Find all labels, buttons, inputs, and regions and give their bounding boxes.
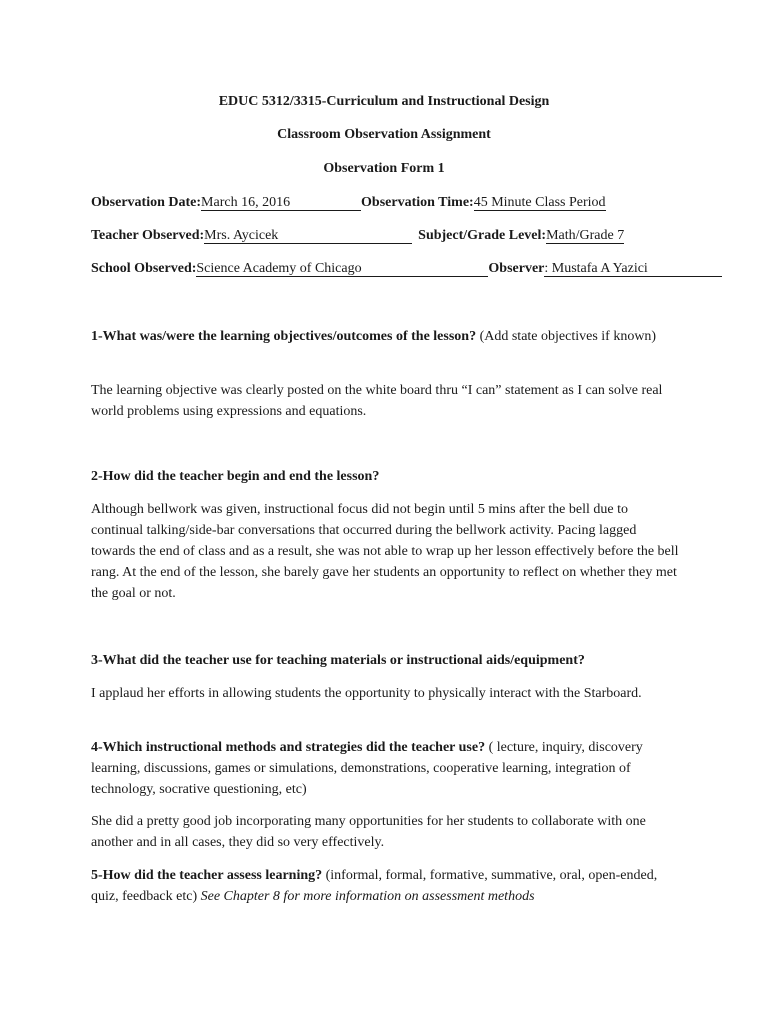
assignment-title: Classroom Observation Assignment (277, 127, 491, 142)
teacher-value: Mrs. Aycicek (204, 228, 412, 244)
question-5-reference: See Chapter 8 for more information on assessment methods (200, 889, 535, 904)
date-value: March 16, 2016 (201, 195, 361, 211)
date-time-row (91, 194, 606, 212)
answer-3: I applaud her efforts in allowing students the opportunity to physically interact with the Starboard. (91, 686, 642, 701)
question-5-hint: (informal, formal, formative, summative, oral, open-ended, quiz, feedback etc) (91, 868, 658, 904)
subject-label: Subject/Grade Level: (418, 228, 547, 243)
observer-label: Observer (488, 261, 545, 276)
time-label: Observation Time: (361, 195, 474, 210)
school-value: Science Academy of Chicago (196, 261, 488, 277)
question-1-text: 1-What was/were the learning objectives/outcomes of the lesson? (91, 329, 477, 344)
question-4 (91, 737, 681, 800)
school-observer-row (91, 260, 722, 278)
answer-2: Although bellwork was given, instructional focus did not begin until 5 mins after the bell due to continual talking/side-bar conversations that occurred during the bellwork activity. Pacing lagged towards the end of class and as a result, she was not able to wrap up her lesson effectively before the bell rang. At the end of the lesson, she barely gave her students an opportunity to reflect on whether they met the goal or not. (91, 502, 679, 601)
teacher-subject-row (91, 227, 624, 245)
question-3-text: 3-What did the teacher use for teaching materials or instructional aids/equipment? (91, 653, 585, 668)
school-label: School Observed: (91, 261, 197, 276)
teacher-label: Teacher Observed: (91, 228, 205, 243)
question-2-text: 2-How did the teacher begin and end the lesson? (91, 469, 380, 484)
observer-value: : Mustafa A Yazici (544, 261, 722, 277)
question-5-text: 5-How did the teacher assess learning? (91, 868, 323, 883)
time-value: 45 Minute Class Period (473, 195, 606, 210)
course-title: EDUC 5312/3315-Curriculum and Instructional Design (218, 94, 550, 109)
question-2 (91, 466, 681, 487)
answer-4: She did a pretty good job incorporating many opportunities for her students to collaborate with one another and in all cases, they did so very effectively. (91, 814, 646, 850)
question-5 (91, 865, 681, 907)
question-4-hint: ( lecture, inquiry, discovery learning, discussions, games or simulations, demonstrations, cooperative learning, integration of technology, socrative questioning, etc) (91, 740, 643, 797)
question-3 (91, 650, 681, 671)
form-title: Observation Form 1 (323, 161, 445, 176)
answer-1: The learning objective was clearly posted on the white board thru “I can” statement as I can solve real world problems using expressions and equations. (91, 383, 663, 419)
question-1-hint: (Add state objectives if known) (476, 329, 657, 344)
question-1 (91, 326, 681, 347)
date-label: Observation Date: (91, 195, 202, 210)
question-4-text: 4-Which instructional methods and strategies did the teacher use? (91, 740, 486, 755)
subject-value: Math/Grade 7 (546, 228, 625, 243)
